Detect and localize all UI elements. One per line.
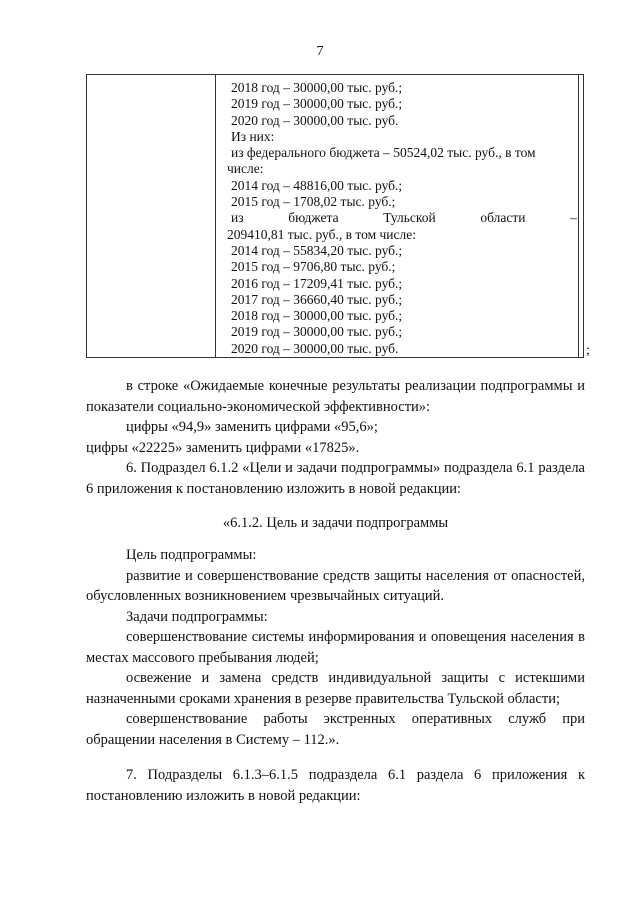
goal-text: развитие и совершенствование средств защиты населения от опасностей, обусловленных возникновением чрезвычайных ситуаций. bbox=[86, 567, 585, 604]
goals-block bbox=[86, 545, 585, 750]
funding-line: числе: bbox=[227, 161, 264, 177]
table-column-divider bbox=[215, 75, 216, 357]
budget-table bbox=[86, 74, 584, 358]
paragraph: 6. Подраздел 6.1.2 «Цели и задачи подпрограммы» подраздела 6.1 раздела 6 приложения к постановлению изложить в новой редакции: bbox=[86, 460, 585, 497]
paragraph: в строке «Ожидаемые конечные результаты реализации подпрограммы и показатели социально-экономической эффективности»: bbox=[86, 378, 585, 415]
funding-line: 2020 год – 30000,00 тыс. руб. bbox=[231, 340, 399, 356]
table-right-border bbox=[578, 75, 579, 357]
task-item: совершенствование системы информирования и оповещения населения в местах массового пребывания людей; bbox=[86, 629, 585, 666]
funding-line: Из них: bbox=[231, 128, 275, 144]
funding-line: 2017 год – 36660,40 тыс. руб.; bbox=[231, 291, 403, 307]
funding-cell bbox=[227, 80, 577, 357]
goal-label: Цель подпрограммы: bbox=[126, 547, 257, 563]
task-item: освежение и замена средств индивидуальной защиты с истекшими назначенными сроками хранения в резерве правительства Тульской области; bbox=[86, 670, 585, 707]
regional-budget-line: из бюджета Тульской области – bbox=[231, 210, 577, 226]
table-trailing-semicolon: ; bbox=[586, 343, 590, 358]
tasks-label: Задачи подпрограммы: bbox=[126, 608, 268, 625]
task-item: совершенствование работы экстренных оперативных служб при обращении населения в Систему – 112.». bbox=[86, 711, 585, 748]
page-number: 7 bbox=[316, 44, 324, 59]
funding-line: 2018 год – 30000,00 тыс. руб.; bbox=[231, 308, 403, 324]
funding-line: 2019 год – 30000,00 тыс. руб.; bbox=[231, 324, 403, 340]
paragraph: цифры «22225» заменить цифрами «17825». bbox=[86, 439, 360, 456]
funding-line: 2015 год – 1708,02 тыс. руб.; bbox=[231, 194, 396, 210]
funding-line: 209410,81 тыс. руб., в том числе: bbox=[227, 226, 416, 242]
funding-line: 2018 год – 30000,00 тыс. руб.; bbox=[231, 80, 403, 95]
funding-line: 2020 год – 30000,00 тыс. руб. bbox=[231, 112, 399, 128]
amendment-block bbox=[86, 376, 585, 499]
section-heading: «6.1.2. Цель и задачи подпрограммы bbox=[222, 515, 449, 531]
funding-line: 2014 год – 48816,00 тыс. руб.; bbox=[231, 177, 403, 193]
funding-line: 2019 год – 30000,00 тыс. руб.; bbox=[231, 96, 403, 112]
paragraph: цифры «94,9» заменить цифрами «95,6»; bbox=[126, 419, 378, 435]
funding-line: 2016 год – 17209,41 тыс. руб.; bbox=[231, 275, 403, 291]
paragraph: 7. Подразделы 6.1.3–6.1.5 подраздела 6.1 раздела 6 приложения к постановлению изложить в новой редакции: bbox=[86, 767, 585, 804]
federal-budget-line: из федерального бюджета – 50524,02 тыс. руб., в том bbox=[231, 145, 536, 161]
amendment-7 bbox=[86, 765, 585, 806]
funding-line: 2015 год – 9706,80 тыс. руб.; bbox=[231, 259, 396, 275]
funding-line: 2014 год – 55834,20 тыс. руб.; bbox=[231, 242, 403, 258]
